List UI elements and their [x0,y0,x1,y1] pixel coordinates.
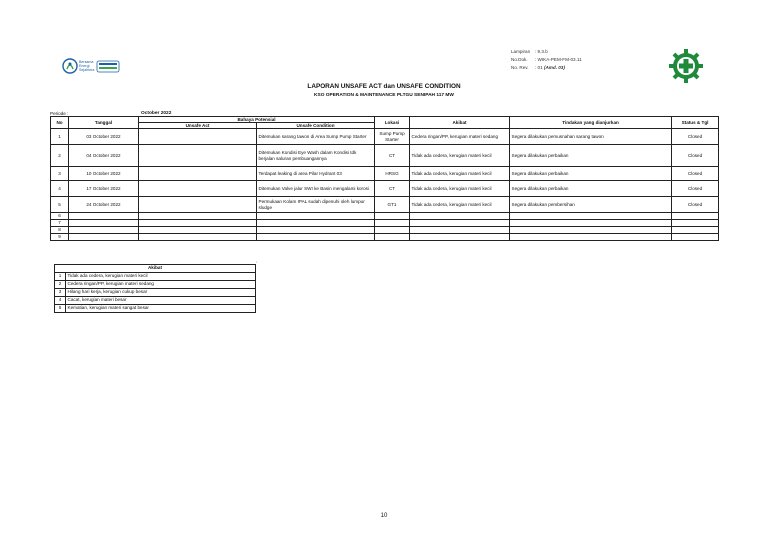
row-unsafe-condition: Terdapat leaking di area Pilar Hydrant 03 [257,167,375,181]
akibat-legend-table [54,264,256,313]
legend-row [55,289,256,297]
row-tanggal: 17 October 2022 [69,181,139,197]
row-status: Closed [672,197,719,213]
row-lokasi: CT [375,181,410,197]
row-lokasi: CT [375,145,410,167]
legend-text: Tidak ada cedera, kerugian materi kecil [66,273,256,281]
legend-text: Cacat, kerugian materi besar [66,297,256,305]
row-unsafe-act [139,234,257,241]
row-no: 1 [51,129,69,145]
row-akibat [410,227,510,234]
row-unsafe-condition: Ditemukan Valve jalur SWI ke Basin mengalami korosi [257,181,375,197]
row-akibat: Tidak ada cedera, kerugian materi kecil [410,181,510,197]
row-unsafe-condition: Ditemukan sarang tawon di Area Sump Pump Starter [257,129,375,145]
row-unsafe-condition: Permukaan Kolam IPAL sudah dipenuhi oleh lumpur sludge [257,197,375,213]
row-no: 8 [51,227,69,234]
row-status [672,213,719,220]
table-row [51,234,719,241]
row-status: Closed [672,129,719,145]
row-tindakan [510,234,672,241]
row-akibat [410,220,510,227]
row-unsafe-act [139,181,257,197]
row-status [672,220,719,227]
legend-text: Kematian, kerugian materi sangat besar [66,305,256,313]
row-tindakan: Segera dilakukan perbaikan [510,167,672,181]
row-tindakan: Segera dilakukan pemusnahan sarang tawon [510,129,672,145]
meta-no-dok: No.Dok. : WIKA-PEM-FM-03.11 [511,57,582,62]
periode-label: Periode : [50,111,69,116]
row-lokasi [375,220,410,227]
row-unsafe-act [139,227,257,234]
legend-no: 2 [55,281,66,289]
header-unsafe-act: Unsafe Act [139,123,257,129]
row-lokasi: Sump Pump Starter [375,129,410,145]
row-lokasi [375,213,410,220]
row-tindakan [510,213,672,220]
table-row [51,167,719,181]
cell-marker: : [256,259,258,264]
report-body [51,129,719,241]
header-bahaya-potensial: Bahaya Potensial [139,117,375,123]
row-akibat: Tidak ada cedera, kerugian materi kecil [410,167,510,181]
header-tindakan: Tindakan yang dianjurkan [510,117,672,129]
row-no: 4 [51,181,69,197]
row-akibat [410,234,510,241]
row-lokasi: HRSG [375,167,410,181]
row-no: 6 [51,213,69,220]
row-no: 9 [51,234,69,241]
periode-value: October 2022 [141,111,172,116]
row-unsafe-condition [257,213,375,220]
header-status: Status & Tgl [672,117,719,129]
table-row [51,227,719,234]
row-unsafe-act [139,213,257,220]
legend-no: 1 [55,273,66,281]
row-tanggal [69,220,139,227]
row-unsafe-condition [257,227,375,234]
row-akibat: Tidak ada cedera, kerugian materi kecil [410,197,510,213]
document-meta [511,48,582,72]
row-tanggal: 24 October 2022 [69,197,139,213]
meta-no-rev: No. Rev. : 01 (Amd. 03) [511,65,565,70]
akibat-legend-header: Akibat [55,265,256,273]
company-logo [60,56,122,78]
row-no: 7 [51,220,69,227]
row-unsafe-act [139,129,257,145]
report-title: LAPORAN UNSAFE ACT dan UNSAFE CONDITION [307,83,461,90]
meta-lampiran: Lampiran : 9.3.b [511,49,548,54]
legend-text: Hilang hari kerja, kerugian cukup besar [66,289,256,297]
legend-row [55,305,256,313]
row-tindakan [510,227,672,234]
legend-text: Cedera ringan/PP, kerugian materi sedang [66,281,256,289]
svg-text:Energi: Energi [79,64,90,68]
table-row [51,213,719,220]
k3-safety-icon [668,48,704,84]
row-unsafe-act [139,145,257,167]
row-unsafe-act [139,167,257,181]
legend-row [55,281,256,289]
row-status: Closed [672,181,719,197]
row-tindakan: Segera dilakukan perbaikan [510,145,672,167]
row-unsafe-act [139,220,257,227]
row-akibat [410,213,510,220]
row-status [672,227,719,234]
page-number: 10 [380,513,388,519]
row-akibat: Tidak ada cedera, kerugian materi kecil [410,145,510,167]
row-status: Closed [672,145,719,167]
row-no: 2 [51,145,69,167]
row-tanggal: 03 October 2022 [69,129,139,145]
row-tanggal [69,213,139,220]
legend-no: 4 [55,297,66,305]
report-subtitle: KSO OPERATION & MAINTENANCE PLTGU SENIPAH 117 MW [314,93,454,98]
akibat-legend-body [55,273,256,313]
row-unsafe-condition [257,220,375,227]
table-row [51,220,719,227]
row-no: 5 [51,197,69,213]
row-tanggal: 04 October 2022 [69,145,139,167]
row-lokasi [375,234,410,241]
table-row [51,129,719,145]
row-lokasi [375,227,410,234]
legend-row [55,297,256,305]
row-unsafe-act [139,197,257,213]
row-unsafe-condition [257,234,375,241]
row-tanggal: 10 October 2022 [69,167,139,181]
row-lokasi: GT1 [375,197,410,213]
row-tindakan: Segera dilakukan perbaikan [510,181,672,197]
row-tanggal [69,234,139,241]
table-row [51,181,719,197]
svg-text:Sejahtera: Sejahtera [79,68,95,72]
table-row [51,197,719,213]
unsafe-report-table [50,116,719,241]
row-tindakan: Segera dilakukan pembersihan [510,197,672,213]
legend-row [55,273,256,281]
header-no: No [51,117,69,129]
header-tanggal: Tanggal [69,117,139,129]
legend-no: 5 [55,305,66,313]
row-no: 3 [51,167,69,181]
row-tindakan [510,220,672,227]
header-lokasi: Lokasi [375,117,410,129]
row-tanggal [69,227,139,234]
table-row [51,145,719,167]
row-akibat: Cedera ringan/PP, kerugian materi sedang [410,129,510,145]
header-unsafe-condition: Unsafe Condition [257,123,375,129]
svg-text:Bersama: Bersama [79,60,94,64]
row-status: Closed [672,167,719,181]
legend-no: 3 [55,289,66,297]
row-unsafe-condition: Ditemukan Kondisi Eye Wash dalam Kondisi tdk berjalan saluran pembuangannya [257,145,375,167]
header-akibat: Akibat [410,117,510,129]
row-status [672,234,719,241]
